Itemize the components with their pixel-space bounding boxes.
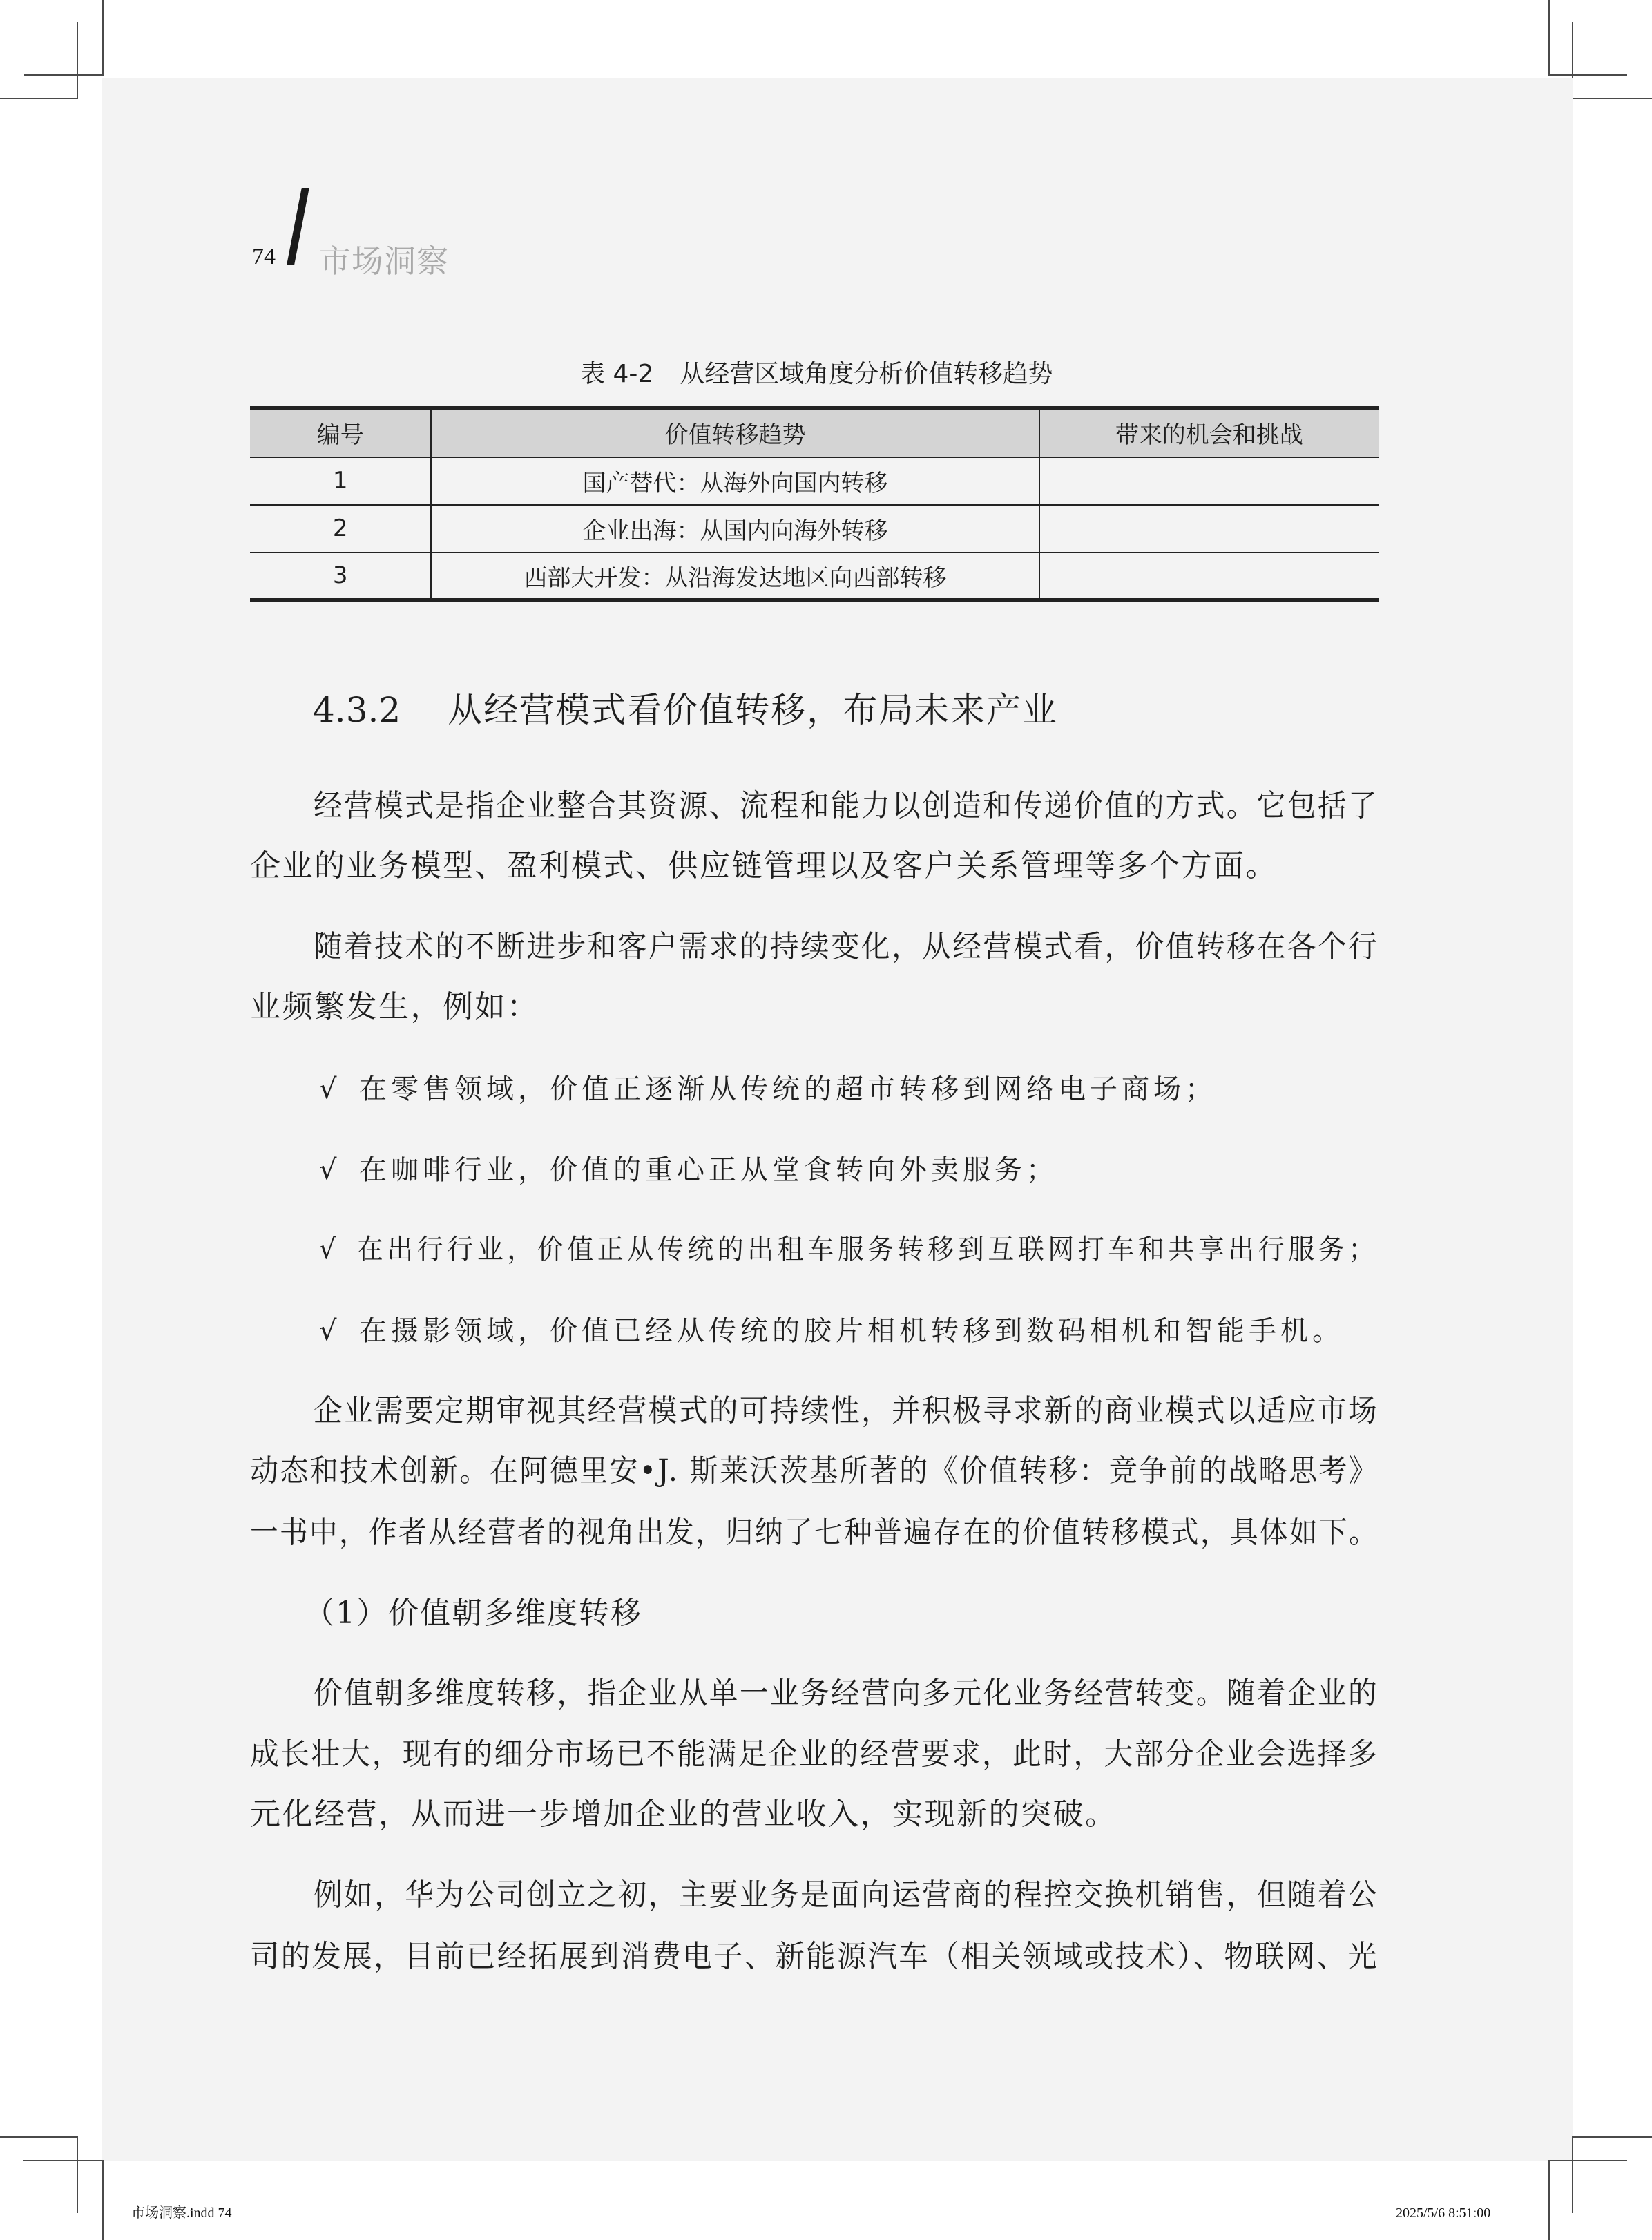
checkmark-icon: √ (319, 1073, 337, 1105)
crop-mark-top-left-h2 (0, 98, 78, 99)
crop-mark-top-left-v1 (102, 0, 104, 75)
paragraph-4-line-1: 价值朝多维度转移，指企业从单一业务经营向多元化业务经营转变。随着企业的 (314, 1676, 1379, 1711)
crop-mark-bottom-left-v2 (102, 2160, 104, 2240)
paragraph-3-line-2: 动态和技术创新。在阿德里安•J. 斯莱沃茨基所著的《价值转移：竞争前的战略思考》 (250, 1453, 1379, 1488)
cell-trend: 企业出海：从国内向海外转移 (431, 505, 1039, 553)
column-header-opportunity: 带来的机会和挑战 (1039, 408, 1379, 457)
paragraph-2-line-1: 随着技术的不断进步和客户需求的持续变化，从经营模式看，价值转移在各个行 (314, 929, 1379, 964)
crop-mark-top-left-v2 (77, 22, 78, 99)
checkmark-icon: √ (319, 1154, 337, 1186)
paragraph-5-line-1: 例如，华为公司创立之初，主要业务是面向运营商的程控交换机销售，但随着公 (314, 1877, 1379, 1913)
bullet-item (319, 1230, 1379, 1269)
running-header-title: 市场洞察 (319, 242, 449, 280)
cell-trend: 西部大开发：从沿海发达地区向西部转移 (431, 553, 1039, 600)
table-caption (580, 359, 1053, 390)
paragraph-1-line-2: 企业的业务模型、盈利模式、供应链管理以及客户关系管理等多个方面。 (250, 848, 1278, 883)
paragraph-3-line-3: 一书中，作者从经营者的视角出发，归纳了七种普遍存在的价值转移模式，具体如下。 (250, 1515, 1379, 1550)
bullet-text: 在出行行业，价值正从传统的出租车服务转移到互联网打车和共享出行服务； (356, 1234, 1379, 1265)
section-heading (313, 688, 1058, 732)
value-shift-trend-table (250, 406, 1379, 602)
bullet-text: 在摄影领域，价值已经从传统的胶片相机转移到数码相机和智能手机。 (359, 1315, 1344, 1347)
cell-opportunity (1039, 553, 1379, 600)
paragraph-4-line-3: 元化经营，从而进一步增加企业的营业收入，实现新的突破。 (250, 1797, 1117, 1832)
cell-opportunity (1039, 457, 1379, 505)
table-caption-title: 从经营区域角度分析价值转移趋势 (680, 360, 1053, 388)
subsection-heading: （1）价值朝多维度转移 (304, 1596, 642, 1631)
paragraph-2-line-2: 业频繁发生，例如： (250, 989, 539, 1024)
table-row (250, 505, 1379, 553)
paragraph-1-line-1: 经营模式是指企业整合其资源、流程和能力以创造和传递价值的方式。它包括了 (314, 788, 1379, 823)
cell-opportunity (1039, 505, 1379, 553)
bullet-item (319, 1070, 1217, 1109)
cell-trend: 国产替代：从海外向国内转移 (431, 457, 1039, 505)
checkmark-icon: √ (319, 1234, 336, 1265)
paragraph-4-line-2: 成长壮大，现有的细分市场已不能满足企业的经营要求，此时，大部分企业会选择多 (250, 1736, 1379, 1772)
table-header-row (250, 408, 1379, 457)
crop-mark-bottom-right-v1 (1572, 2136, 1573, 2213)
crop-mark-top-right-v1 (1548, 0, 1550, 75)
column-header-number: 编号 (250, 408, 431, 457)
section-title: 从经营模式看价值转移，布局未来产业 (448, 690, 1059, 730)
table-row (250, 553, 1379, 600)
crop-mark-bottom-left-v1 (77, 2136, 78, 2213)
crop-mark-bottom-right-h2 (1548, 2160, 1627, 2161)
section-number: 4.3.2 (313, 690, 401, 730)
column-header-trend: 价值转移趋势 (431, 408, 1039, 457)
page-sheet (102, 78, 1573, 2161)
crop-mark-top-left-h1 (24, 74, 104, 76)
crop-mark-bottom-right-v2 (1548, 2160, 1550, 2240)
paragraph-5-line-2: 司的发展，目前已经拓展到消费电子、新能源汽车（相关领域或技术）、物联网、光 (250, 1939, 1379, 1974)
crop-mark-bottom-right-h1 (1572, 2136, 1652, 2138)
slug-datetime: 2025/5/6 8:51:00 (1396, 2205, 1491, 2221)
page-number: 74 (252, 244, 276, 269)
crop-mark-bottom-left-h1 (0, 2136, 78, 2138)
cell-number: 2 (250, 505, 431, 553)
paragraph-3-line-1: 企业需要定期审视其经营模式的可持续性，并积极寻求新的商业模式以适应市场 (314, 1393, 1379, 1428)
table-caption-label: 表 4-2 (580, 360, 654, 388)
crop-mark-bottom-left-h2 (23, 2160, 104, 2161)
bullet-text: 在咖啡行业，价值的重心正从堂食转向外卖服务； (359, 1154, 1058, 1186)
table-row (250, 457, 1379, 505)
crop-mark-top-right-h1 (1548, 74, 1627, 76)
crop-mark-top-right-h2 (1572, 98, 1652, 99)
cell-number: 3 (250, 553, 431, 600)
checkmark-icon: √ (319, 1315, 337, 1347)
slug-filename: 市场洞察.indd 74 (131, 2205, 232, 2221)
cell-number: 1 (250, 457, 431, 505)
bullet-text: 在零售领域，价值正逐渐从传统的超市转移到网络电子商场； (359, 1073, 1217, 1105)
bullet-item (319, 1312, 1344, 1350)
bullet-item (319, 1151, 1058, 1189)
